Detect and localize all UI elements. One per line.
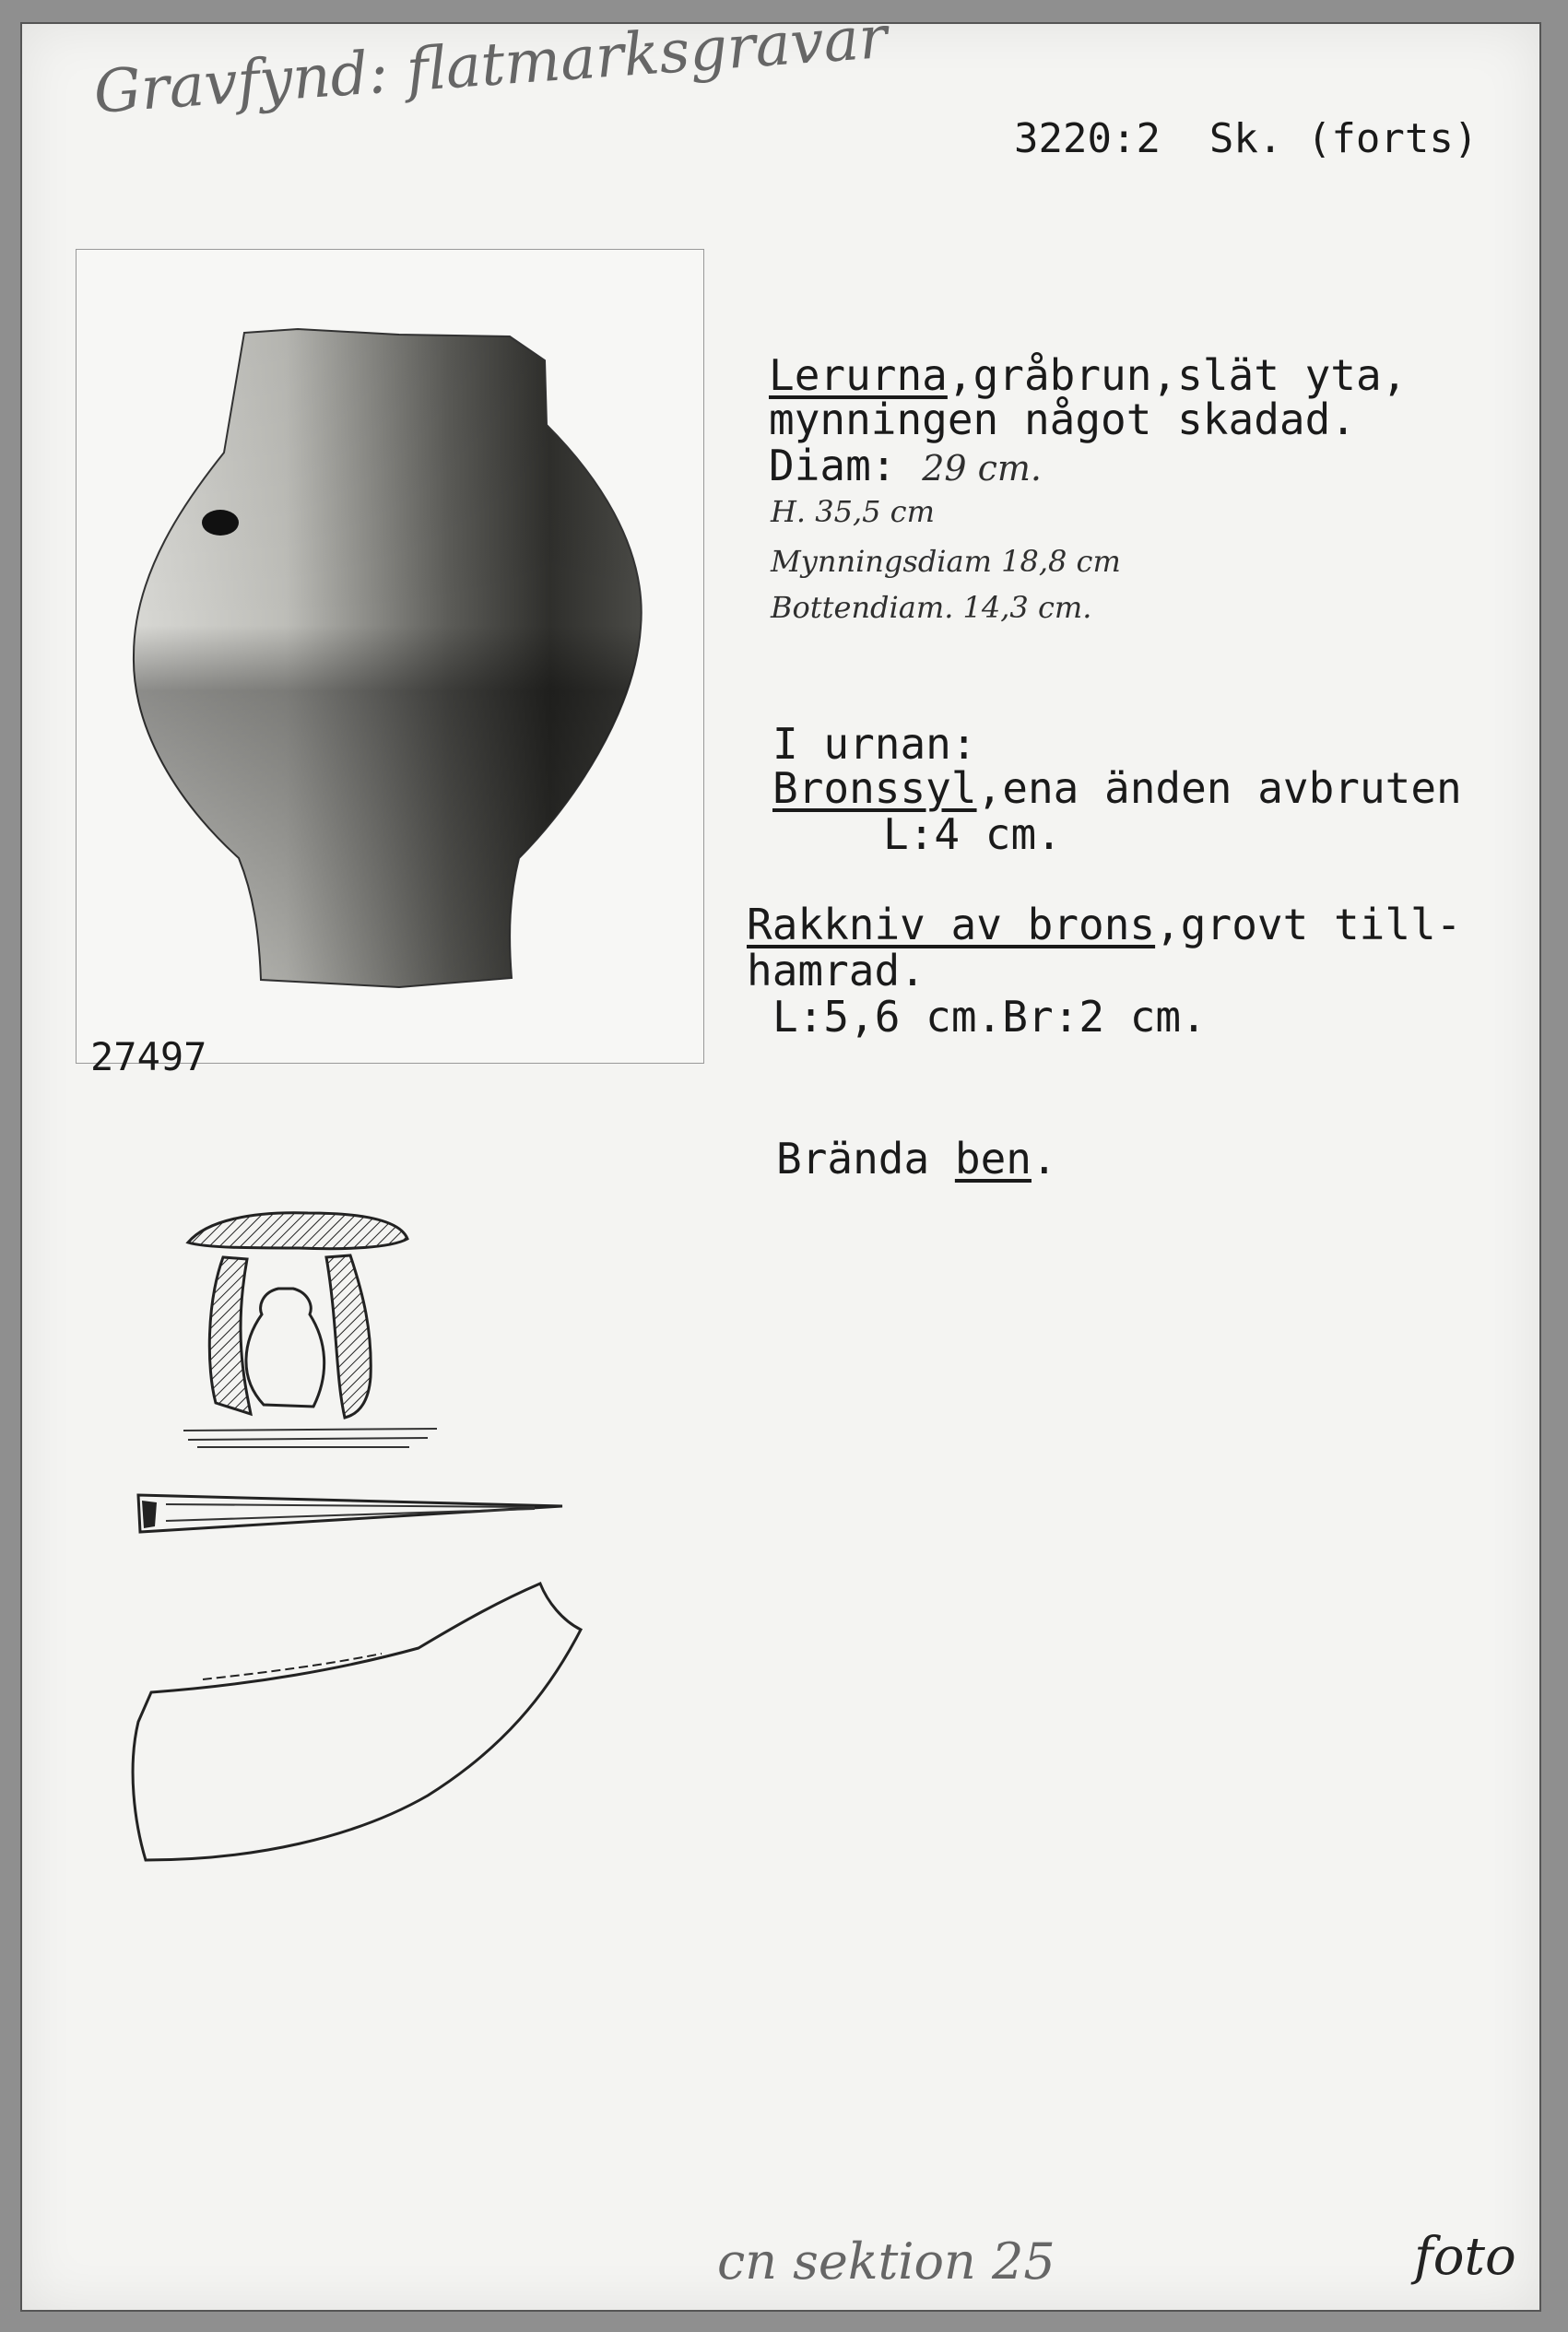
bronze-awl-sketch [129, 1477, 572, 1550]
bones-name: ben [954, 1134, 1032, 1184]
urn-mouth-diam: Mynningsdiam 18,8 cm [771, 544, 1121, 579]
urn-base-diam: Bottendiam. 14,3 cm. [771, 590, 1092, 625]
razor-size: L:5,6 cm.Br:2 cm. [772, 992, 1207, 1042]
urn-line-2: mynningen något skadad. [769, 395, 1356, 444]
diam-value: 29 cm. [922, 448, 1043, 489]
awl-description: ,ena änden avbruten [976, 763, 1462, 813]
urn-photo-icon [77, 250, 703, 1063]
awl-length: L:4 cm. [883, 809, 1062, 859]
catalog-number: 3220:2 Sk. (forts) [1014, 115, 1479, 162]
razor-line-1 [747, 901, 1461, 948]
urn-diam-line [769, 442, 1042, 491]
handwritten-title: Gravfynd: flatmarksgravar [91, 3, 890, 127]
awl-line [772, 765, 1462, 811]
urn-name: Lerurna [769, 350, 948, 400]
catalog-card [20, 3, 1541, 2312]
bones-suffix: . [1031, 1134, 1057, 1184]
razor-name: Rakkniv av brons [747, 900, 1156, 949]
section-note: cn sektion 25 [717, 2232, 1055, 2291]
bones-prefix: Brända [776, 1134, 955, 1184]
razor-description: ,grovt till- [1155, 900, 1462, 949]
photo-number: 27497 [90, 1034, 207, 1079]
razor-line-2: hamrad. [747, 946, 925, 995]
urn-height: H. 35,5 cm [771, 494, 935, 529]
diam-label: Diam: [769, 441, 897, 490]
grave-cross-section-sketch [179, 1193, 455, 1460]
bronze-razor-sketch [114, 1565, 631, 1897]
photo-note: foto [1414, 2227, 1516, 2287]
urn-line-1 [769, 352, 1407, 398]
urn-photo [76, 249, 704, 1064]
urn-description: ,gråbrun,slät yta, [947, 350, 1408, 400]
bones-line [776, 1136, 1057, 1182]
awl-name: Bronssyl [772, 763, 977, 813]
contents-heading: I urnan: [772, 719, 977, 769]
